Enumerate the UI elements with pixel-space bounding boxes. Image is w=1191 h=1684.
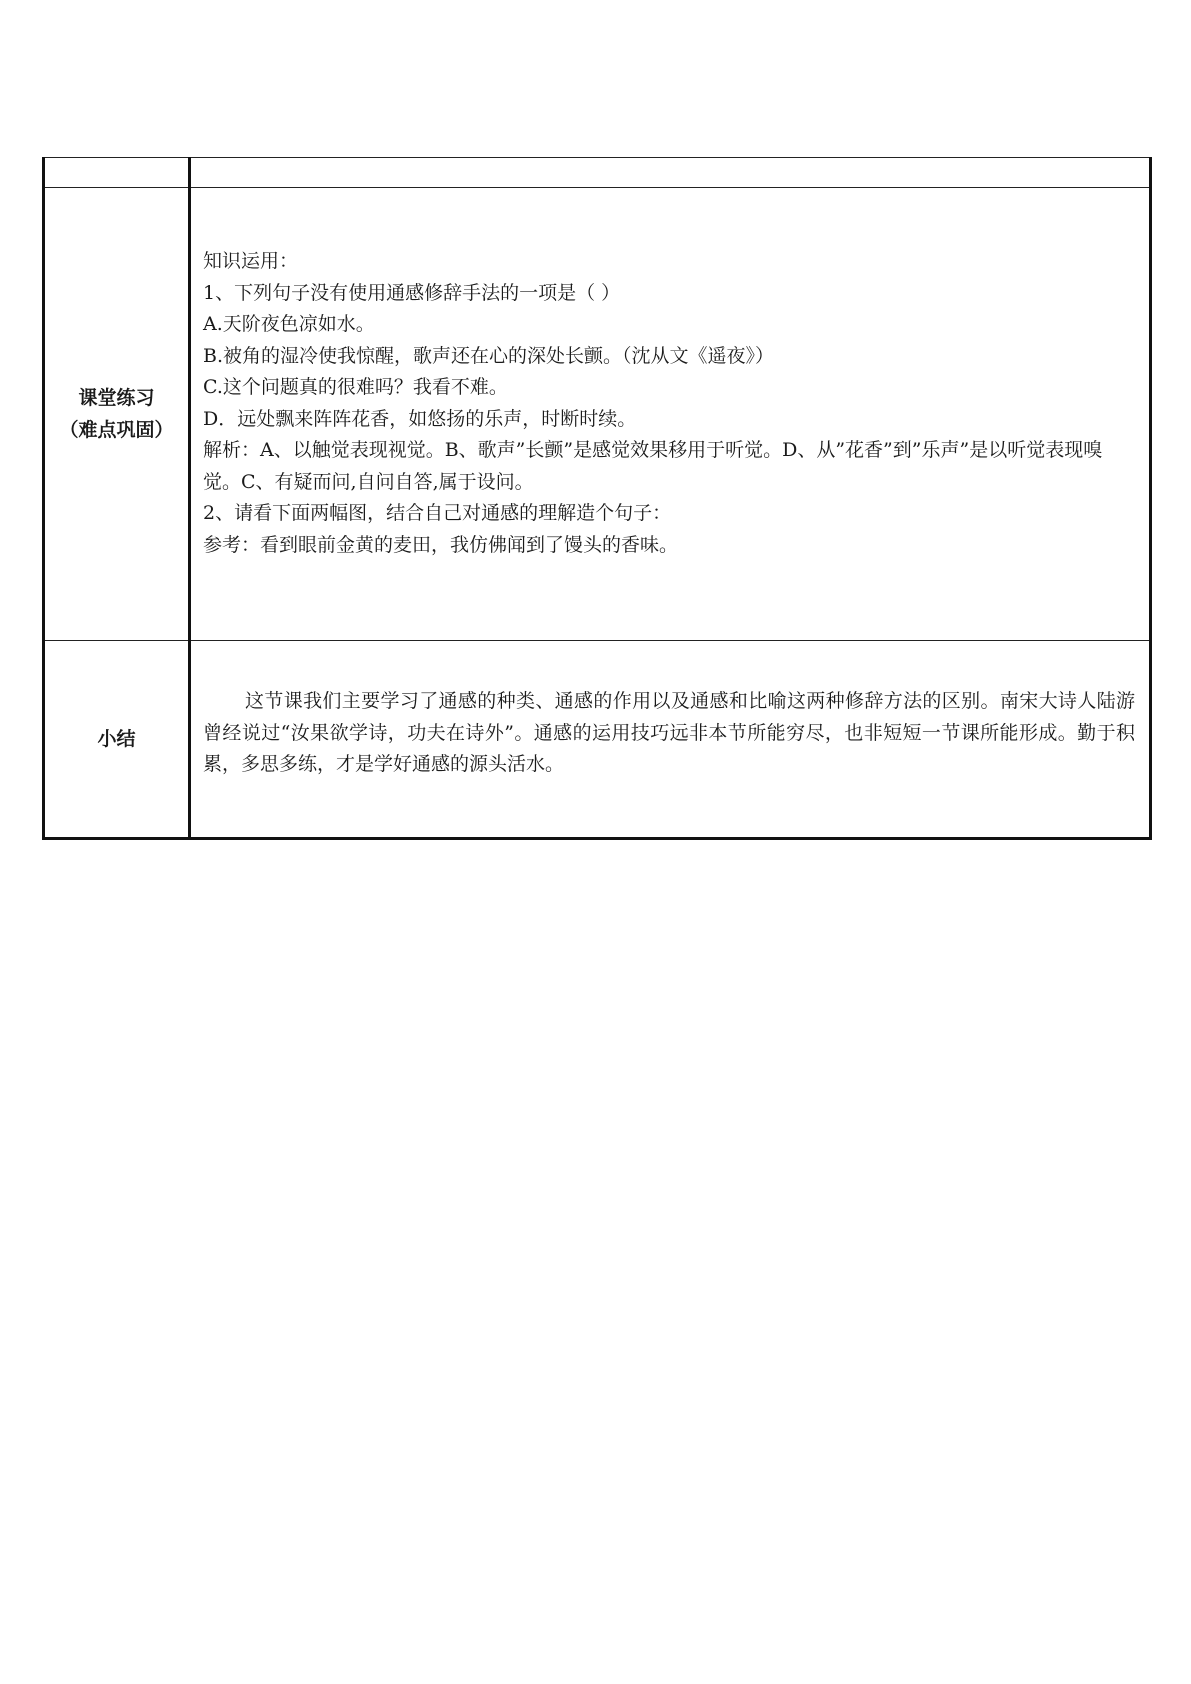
lesson-plan-table (42, 157, 1152, 840)
exercise-line-option-a: A.天阶夜色凉如水。 (203, 313, 375, 335)
summary-text: 这节课我们主要学习了通感的种类、通感的作用以及通感和比喻这两种修辞方法的区别。南宋大诗人陆游曾经说过“汝果欲学诗，功夫在诗外”。通感的运用技巧远非本节所能穷尽，也非短短一节课所能形成。勤于积累，多思多练，才是学好通感的源头活水。 (203, 690, 1135, 775)
exercise-line-analysis: 解析：A、以触觉表现视觉。B、歌声”长颤”是感觉效果移用于听觉。D、从”花香”到”乐声”是以听觉表现嗅觉。C、有疑而问,自问自答,属于设问。 (203, 439, 1103, 493)
summary-content-cell (190, 641, 1151, 839)
exercise-label-cell (44, 188, 190, 641)
exercise-line-option-b: B.被角的湿冷使我惊醒，歌声还在心的深处长颤。（沈从文《遥夜》） (203, 344, 775, 367)
summary-label: 小结 (97, 728, 136, 750)
exercise-line-heading: 知识运用： (203, 250, 299, 272)
header-label-cell (44, 158, 190, 188)
exercise-label-subtitle: （难点巩固） (59, 419, 174, 441)
exercise-line-option-c: C.这个问题真的很难吗？我看不难。 (203, 376, 508, 398)
exercise-label-title: 课堂练习 (78, 387, 155, 409)
summary-label-cell (44, 641, 190, 839)
exercise-body (203, 188, 1135, 561)
header-content-cell (190, 158, 1151, 188)
exercise-line-question-2: 2、请看下面两幅图，结合自己对通感的理解造个句子： (203, 502, 672, 524)
summary-row (44, 641, 1151, 839)
exercise-line-reference: 参考：看到眼前金黄的麦田，我仿佛闻到了馒头的香味。 (203, 533, 679, 556)
table-header-row (44, 158, 1151, 188)
exercise-content-cell (190, 188, 1151, 641)
exercise-line-option-d: D．远处飘来阵阵花香，如悠扬的乐声，时断时续。 (203, 407, 637, 430)
exercise-row (44, 188, 1151, 641)
exercise-line-question-1: 1、下列句子没有使用通感修辞手法的一项是（ ） (203, 281, 621, 304)
